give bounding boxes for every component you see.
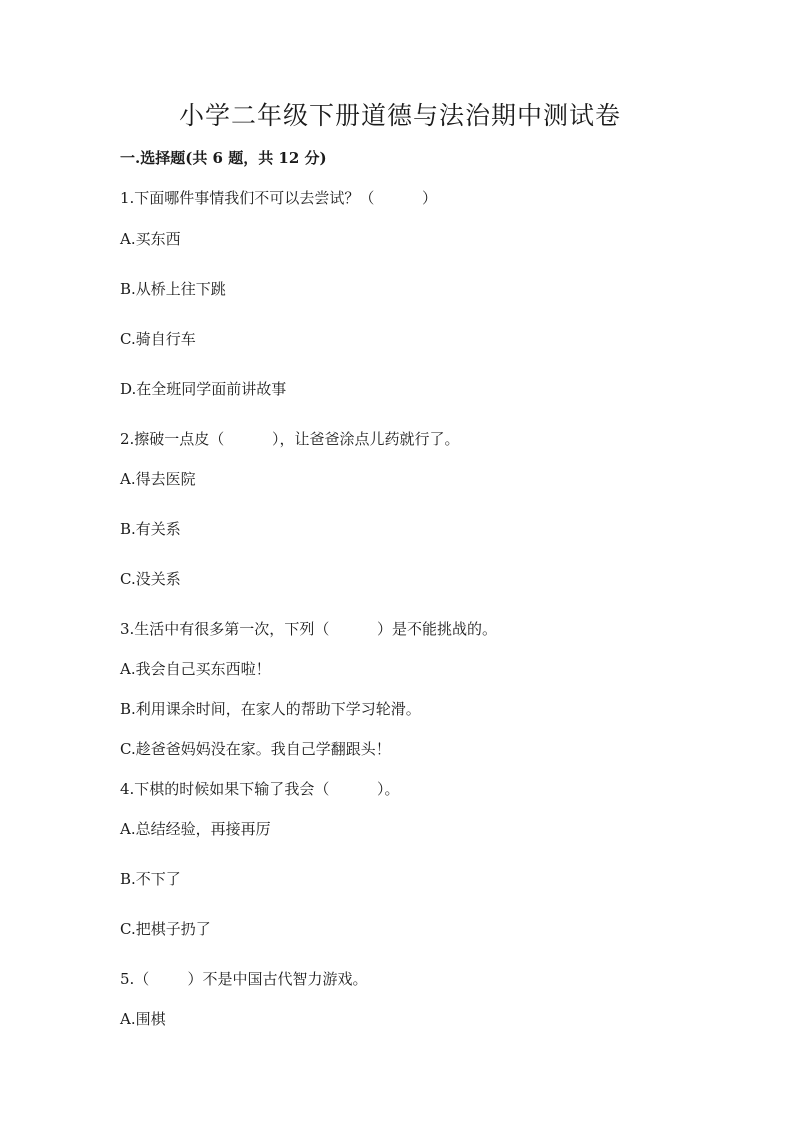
question-2-option-b: B.有关系 xyxy=(120,520,181,538)
question-4-stem: 4.下棋的时候如果下输了我会（ ）。 xyxy=(120,780,400,798)
question-3-option-b: B.利用课余时间，在家人的帮助下学习轮滑。 xyxy=(120,700,421,718)
question-5-option-a: A.围棋 xyxy=(120,1010,166,1028)
question-1-option-a: A.买东西 xyxy=(120,230,181,248)
question-4-option-a: A.总结经验，再接再厉 xyxy=(120,820,271,838)
question-3-option-c: C.趁爸爸妈妈没在家。我自己学翻跟头！ xyxy=(120,740,391,758)
section-heading: 一.选择题(共 6 题，共 12 分) xyxy=(120,149,327,167)
question-1-option-c: C.骑自行车 xyxy=(120,330,196,348)
question-1-stem: 1.下面哪件事情我们不可以去尝试？（ ） xyxy=(120,189,437,207)
question-2-option-a: A.得去医院 xyxy=(120,470,196,488)
question-1-option-d: D.在全班同学面前讲故事 xyxy=(120,380,287,398)
page-title: 小学二年级下册道德与法治期中测试卷 xyxy=(178,101,621,130)
question-4-option-b: B.不下了 xyxy=(120,870,181,888)
question-3-stem: 3.生活中有很多第一次，下列（ ）是不能挑战的。 xyxy=(120,620,497,638)
question-5-stem: 5.（ ）不是中国古代智力游戏。 xyxy=(120,970,368,988)
question-1-option-b: B.从桥上往下跳 xyxy=(120,280,226,298)
question-3-option-a: A.我会自己买东西啦！ xyxy=(120,660,271,678)
question-2-option-c: C.没关系 xyxy=(120,570,181,588)
question-4-option-c: C.把棋子扔了 xyxy=(120,920,211,938)
question-2-stem: 2.擦破一点皮（ ），让爸爸涂点儿药就行了。 xyxy=(120,430,460,448)
